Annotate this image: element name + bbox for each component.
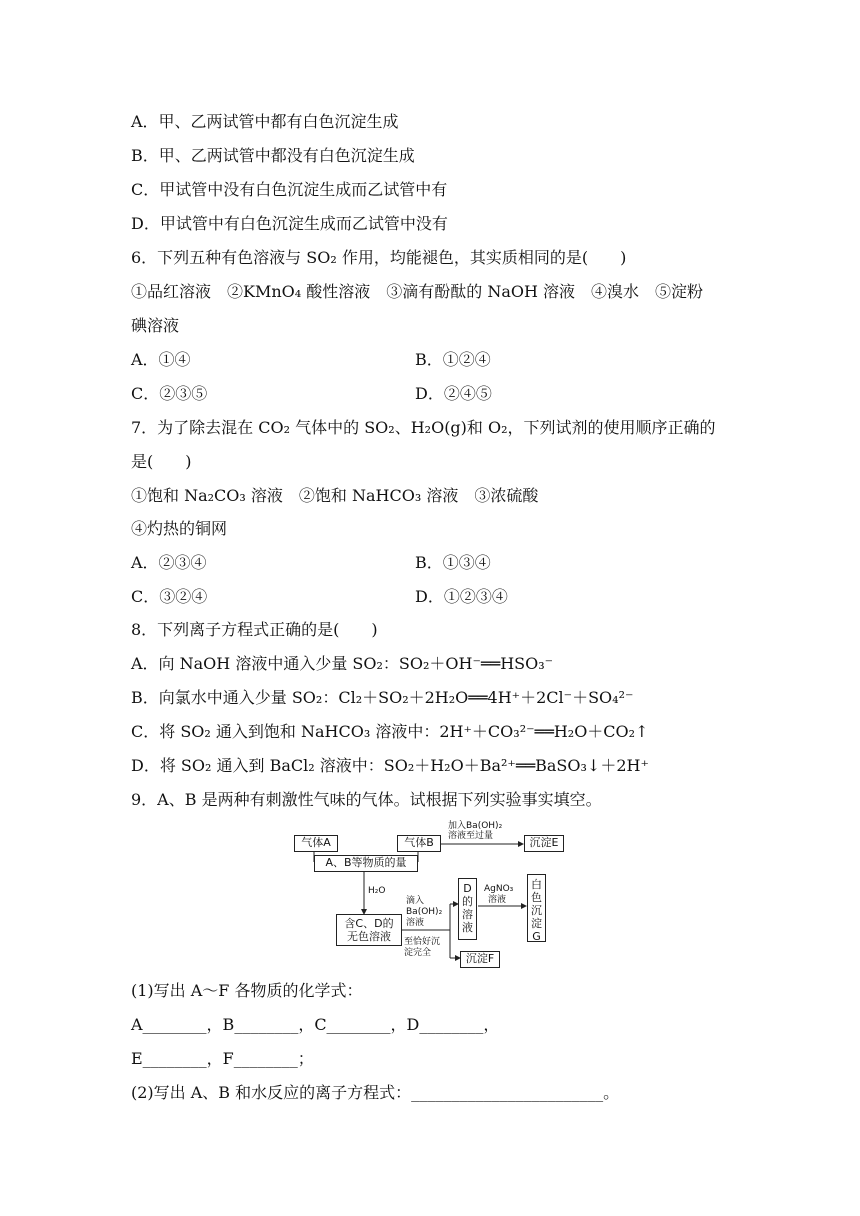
- q6-items-line1: ①品红溶液 ②KMnO₄ 酸性溶液 ③滴有酚酞的 NaOH 溶液 ④溴水 ⑤淀粉: [131, 282, 704, 301]
- white-precipitate-g-box: 白色沉淀G: [527, 874, 546, 942]
- h2o-label: H₂O: [368, 886, 386, 896]
- exact-label-1: 至恰好沉: [404, 937, 441, 947]
- q6-option-c: C．②③⑤: [131, 384, 208, 403]
- q9-part1-line1: A________，B________，C________，D________，: [131, 1015, 500, 1034]
- exact-label-2: 淀完全: [404, 948, 432, 958]
- q6-stem: 6．下列五种有色溶液与 SO₂ 作用，均能褪色，其实质相同的是( ): [131, 248, 627, 267]
- agno3-label-2: 溶液: [488, 895, 507, 905]
- q7-stem-line2: 是( ): [131, 452, 192, 471]
- precipitate-e-box: 沉淀E: [524, 835, 564, 852]
- q5-option-c: C．甲试管中没有白色沉淀生成而乙试管中有: [131, 180, 448, 199]
- q8-option-c: C．将 SO₂ 通入到饱和 NaHCO₃ 溶液中：2H⁺＋CO₃²⁻══H₂O＋CO₂↑: [131, 722, 649, 741]
- colorless-solution-box: [336, 914, 402, 946]
- drop-label-2: Ba(OH)₂: [406, 907, 443, 917]
- q9-part1-title: (1)写出 A～F 各物质的化学式：: [131, 981, 363, 1000]
- add-baoh2-label-1: 加入Ba(OH)₂: [448, 821, 503, 831]
- q5-option-b: B．甲、乙两试管中都没有白色沉淀生成: [131, 146, 415, 165]
- q8-option-b: B．向氯水中通入少量 SO₂：Cl₂＋SO₂＋2H₂O══4H⁺＋2Cl⁻＋SO₄²⁻: [131, 688, 634, 707]
- precipitate-f-box: 沉淀F: [460, 951, 500, 968]
- gas-a-box: 气体A: [294, 835, 338, 852]
- q7-option-d: D．①②③④: [415, 587, 508, 606]
- drop-label-1: 滴入: [406, 896, 425, 906]
- q7-items-line1: ①饱和 Na₂CO₃ 溶液 ②饱和 NaHCO₃ 溶液 ③浓硫酸: [131, 486, 539, 505]
- q9-flow-diagram: [290, 818, 580, 970]
- agno3-label-1: AgNO₃: [484, 884, 514, 894]
- q7-option-b: B．①③④: [415, 553, 491, 572]
- q6-items-line2: 碘溶液: [131, 316, 180, 335]
- q6-option-a: A．①④: [131, 350, 191, 369]
- q7-stem-line1: 7．为了除去混在 CO₂ 气体中的 SO₂、H₂O(g)和 O₂，下列试剂的使用顺序正确的: [131, 418, 716, 437]
- q9-stem: 9．A、B 是两种有刺激性气味的气体。试根据下列实验事实填空。: [131, 790, 602, 809]
- q6-option-b: B．①②④: [415, 350, 491, 369]
- q7-items-line2: ④灼热的铜网: [131, 519, 228, 538]
- add-baoh2-label-2: 溶液至过量: [448, 831, 494, 841]
- q8-option-d: D．将 SO₂ 通入到 BaCl₂ 溶液中：SO₂＋H₂O＋Ba²⁺══BaSO₃↓＋2H⁺: [131, 756, 649, 775]
- q8-stem: 8．下列离子方程式正确的是( ): [131, 620, 378, 639]
- q8-option-a: A．向 NaOH 溶液中通入少量 SO₂：SO₂＋OH⁻══HSO₃⁻: [131, 654, 554, 673]
- equal-amount-box: A、B等物质的量: [314, 855, 418, 872]
- drop-label-3: 溶液: [406, 918, 425, 928]
- q6-option-d: D．②④⑤: [415, 384, 492, 403]
- q7-option-c: C．③②④: [131, 587, 208, 606]
- q9-part1-line2: E________，F________；: [131, 1049, 314, 1068]
- q9-part2: (2)写出 A、B 和水反应的离子方程式：________________________。: [131, 1083, 620, 1102]
- solution-cd-line1: 含C、D的: [344, 917, 394, 930]
- gas-b-box: 气体B: [397, 835, 441, 852]
- q5-option-d: D．甲试管中有白色沉淀生成而乙试管中没有: [131, 214, 448, 233]
- solution-cd-line2: 无色溶液: [347, 930, 391, 943]
- d-solution-box: D的溶液: [458, 878, 477, 940]
- q5-option-a: A．甲、乙两试管中都有白色沉淀生成: [131, 112, 399, 131]
- q7-option-a: A．②③④: [131, 553, 207, 572]
